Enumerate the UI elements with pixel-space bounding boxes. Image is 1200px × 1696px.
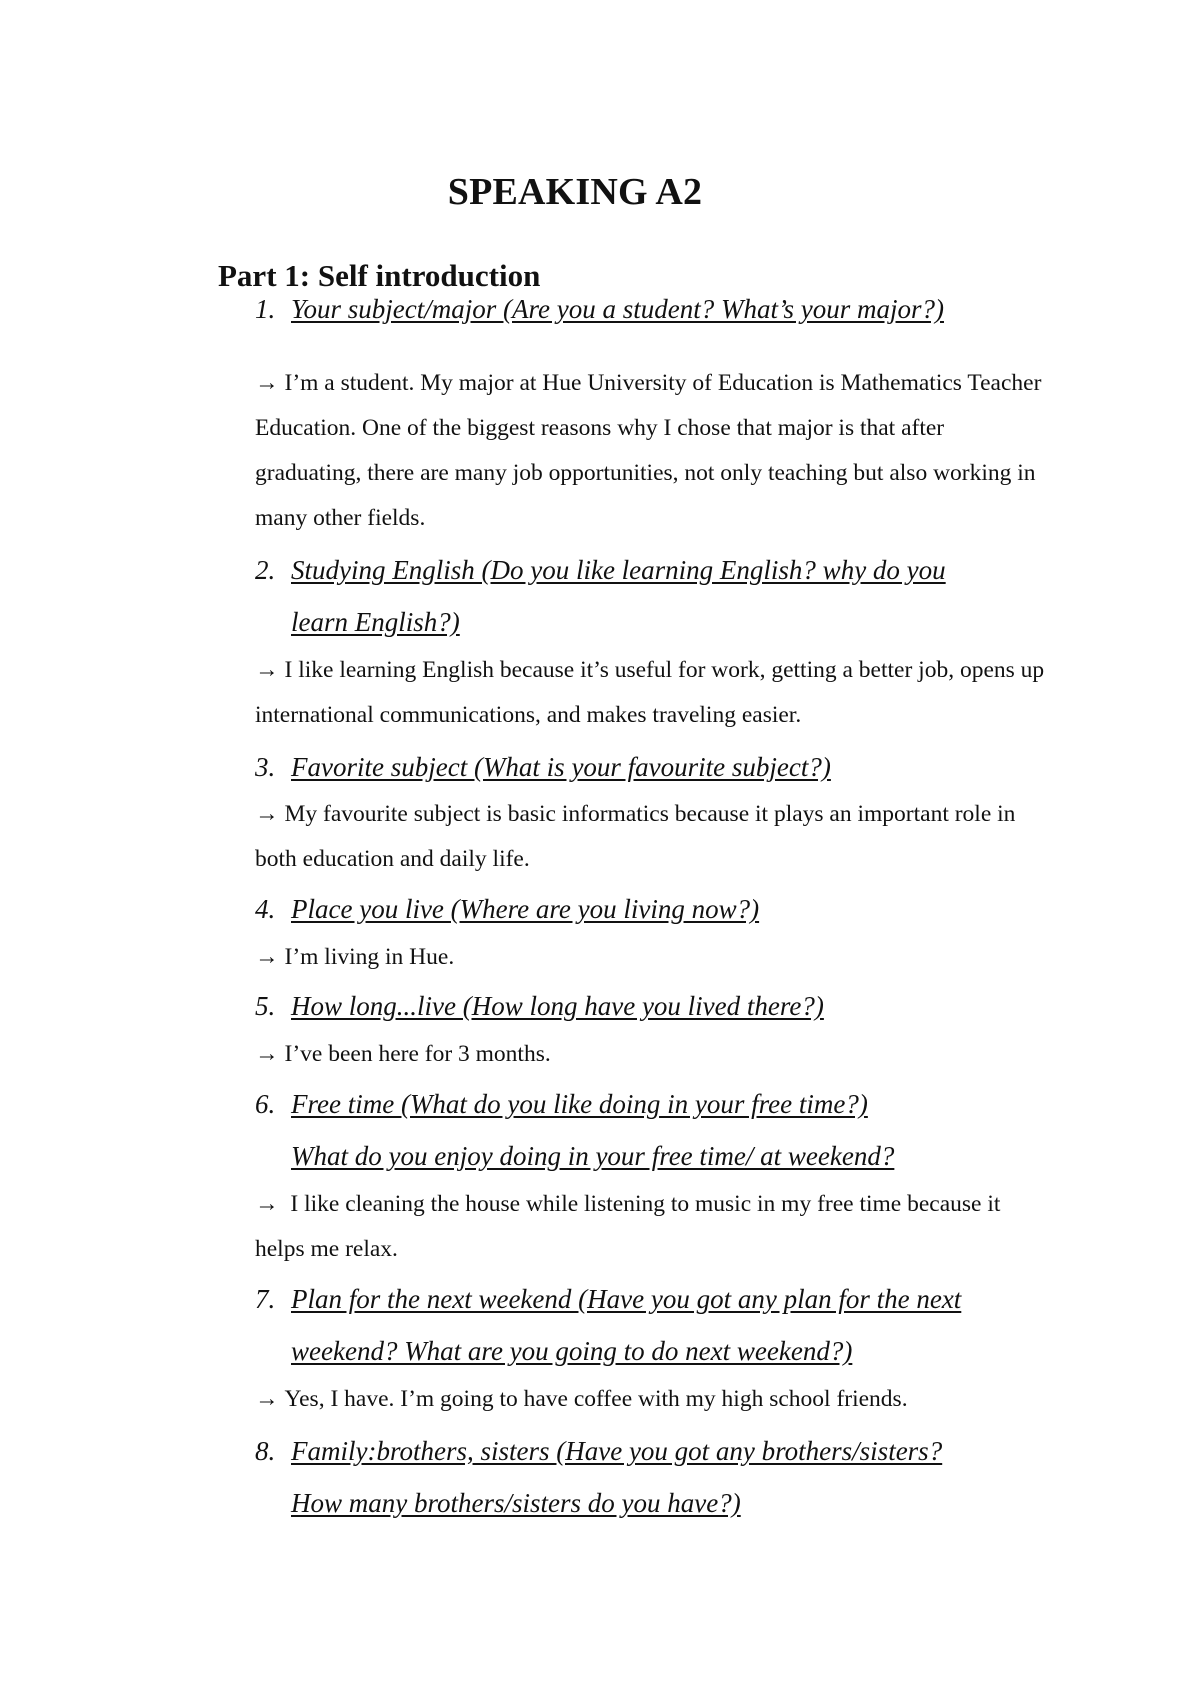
arrow-icon: → <box>255 370 279 396</box>
answer-2 <box>255 648 1055 738</box>
arrow-icon: → <box>255 1041 279 1067</box>
answer-3 <box>255 792 1055 882</box>
arrow-icon: → <box>255 801 279 827</box>
question-3 <box>255 741 831 793</box>
answer-text: I like cleaning the house while listening to music in my free time because it helps me relax. <box>255 1191 1001 1262</box>
question-number: 8. <box>255 1436 276 1466</box>
question-text-continued: How many brothers/sisters do you have?) <box>291 1488 741 1518</box>
answer-text: Yes, I have. I’m going to have coffee with my high school friends. <box>284 1386 908 1412</box>
question-5 <box>255 980 824 1032</box>
question-number: 1. <box>255 294 276 324</box>
part-heading: Part 1: Self introduction <box>218 258 541 293</box>
arrow-icon: → <box>255 944 279 970</box>
answer-1 <box>255 361 1055 541</box>
answer-5 <box>255 1032 1055 1077</box>
answer-text: I’m a student. My major at Hue University of Education is Mathematics Teacher Education. One of the biggest reasons why I chose that major is that after graduating, there are many job opportunities, not only teaching but also working in many other fields. <box>255 370 1042 531</box>
question-4 <box>255 883 759 935</box>
question-6 <box>255 1078 894 1182</box>
question-text: Free time (What do you like doing in your free time?) <box>291 1089 868 1119</box>
question-number: 3. <box>255 752 276 782</box>
question-text: Place you live (Where are you living now?) <box>291 894 760 924</box>
answer-text: I’m living in Hue. <box>284 944 455 970</box>
answer-text: I like learning English because it’s useful for work, getting a better job, opens up international communications, and makes traveling easier. <box>255 657 1045 728</box>
question-text: Your subject/major (Are you a student? What’s your major?) <box>291 294 944 324</box>
answer-text: I’ve been here for 3 months. <box>284 1041 551 1067</box>
question-text-continued: learn English?) <box>291 607 460 637</box>
document-title: SPEAKING A2 <box>447 171 703 213</box>
answer-4 <box>255 935 1055 980</box>
question-number: 5. <box>255 991 276 1021</box>
question-text-continued: weekend? What are you going to do next weekend?) <box>291 1336 853 1366</box>
question-text: Favorite subject (What is your favourite subject?) <box>291 752 831 782</box>
question-1 <box>255 283 944 335</box>
question-number: 4. <box>255 894 276 924</box>
answer-text: My favourite subject is basic informatics because it plays an important role in both education and daily life. <box>255 801 1016 872</box>
arrow-icon: → <box>255 1191 279 1217</box>
question-8 <box>255 1425 942 1529</box>
question-7 <box>255 1273 961 1377</box>
question-text: Family:brothers, sisters (Have you got any brothers/sisters? <box>291 1436 943 1466</box>
answer-7 <box>255 1377 1055 1422</box>
answer-6 <box>255 1182 1055 1272</box>
question-text: How long...live (How long have you lived there?) <box>291 991 824 1021</box>
question-text: Studying English (Do you like learning English? why do you <box>291 555 946 585</box>
question-2 <box>255 544 946 648</box>
question-text-continued: What do you enjoy doing in your free time/ at weekend? <box>291 1141 895 1171</box>
arrow-icon: → <box>255 657 279 683</box>
question-text: Plan for the next weekend (Have you got any plan for the next <box>291 1284 962 1314</box>
arrow-icon: → <box>255 1386 279 1412</box>
question-number: 7. <box>255 1284 276 1314</box>
question-number: 6. <box>255 1089 276 1119</box>
question-number: 2. <box>255 555 276 585</box>
